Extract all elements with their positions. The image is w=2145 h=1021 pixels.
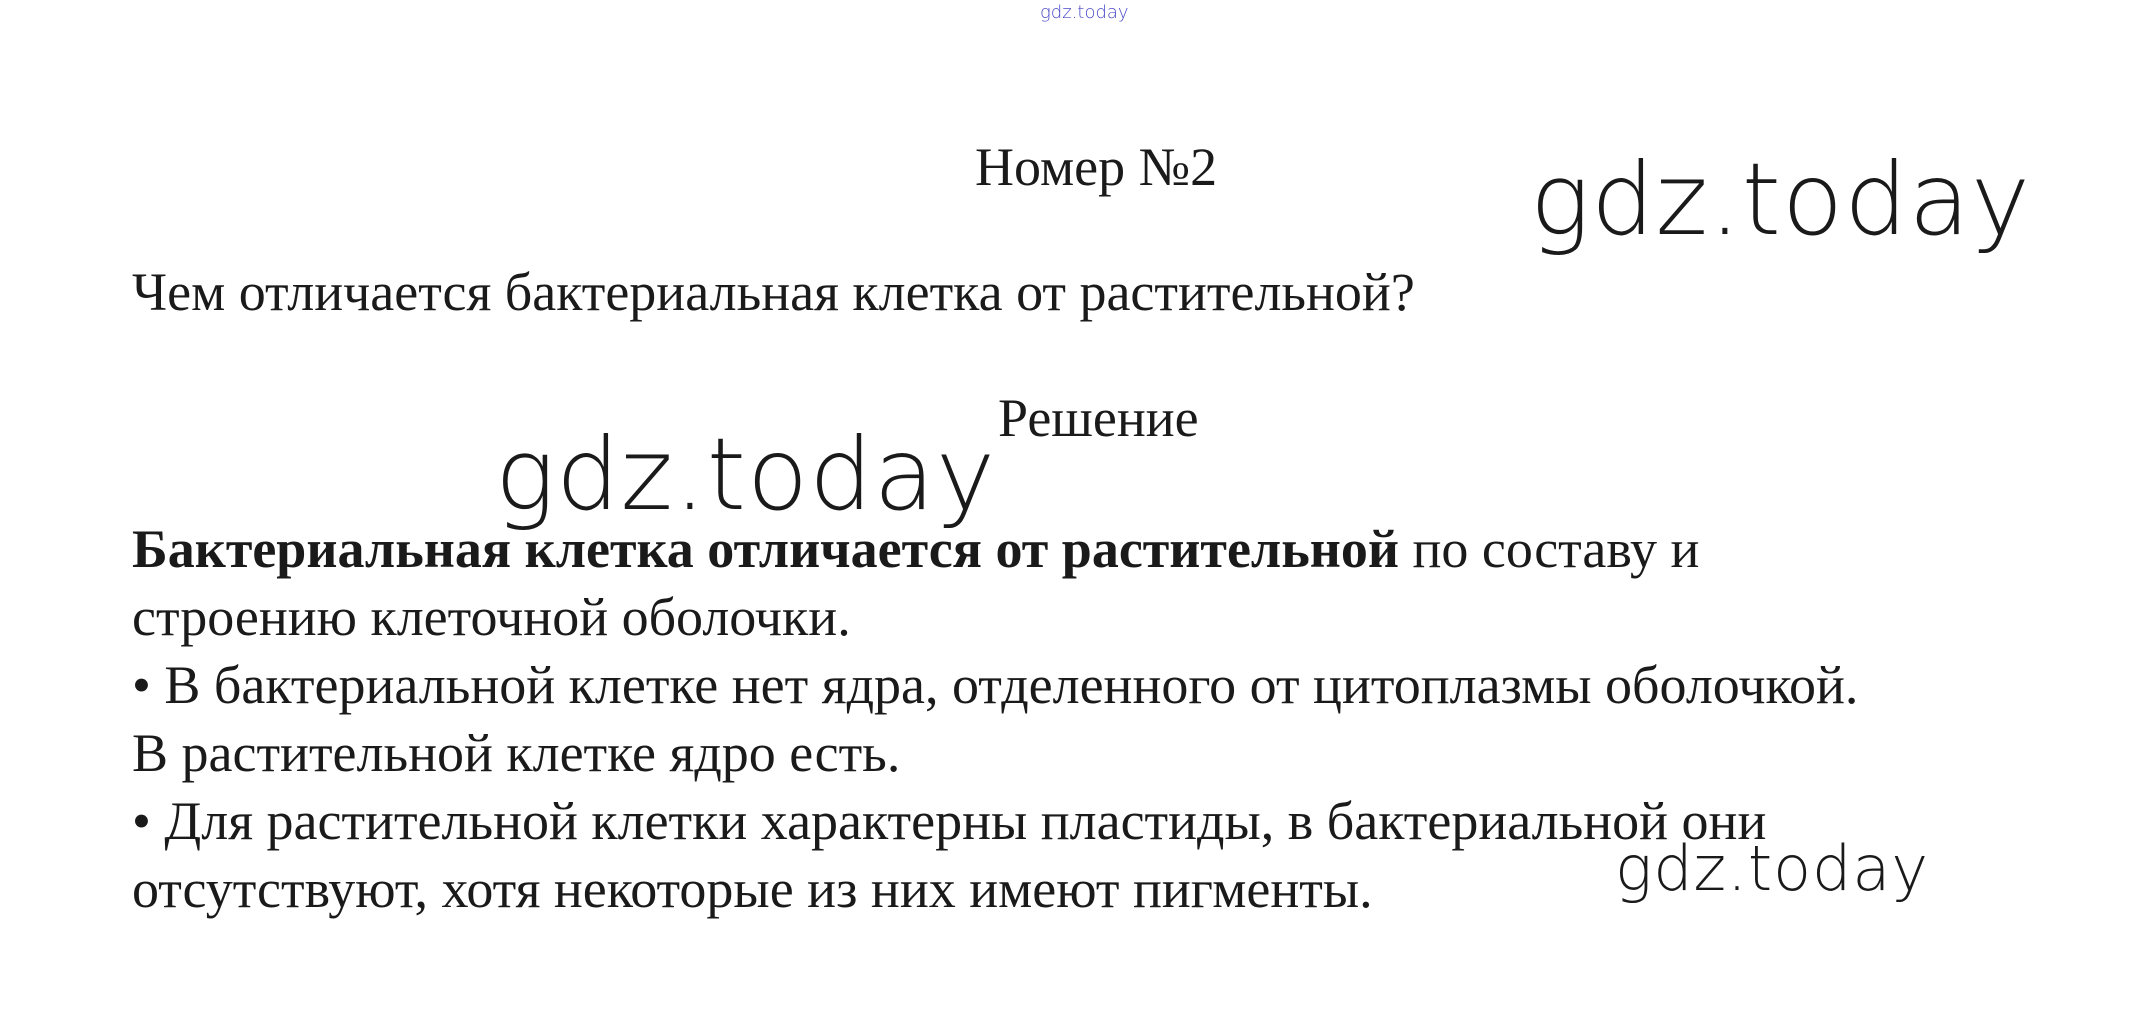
watermark-large-middle: gdz.today [495,416,997,533]
watermark-top: gdz.today [1040,2,1129,23]
watermark-bottom-right: gdz.today [1615,832,1930,905]
answer-line: В растительной клетке ядро есть. [132,723,901,783]
answer-bullet-line: • Для растительной клетки характерны пластиды, в бактериальной они [132,791,1767,851]
answer-line: отсутствуют, хотя некоторые из них имеют пигменты. [132,859,1373,919]
answer-bullet-line: • В бактериальной клетке нет ядра, отделенного от цитоплазмы оболочкой. [132,655,1859,715]
answer-bold-intro: Бактериальная клетка отличается от растительной [132,519,1399,579]
answer-line: строению клеточной оболочки. [132,587,851,647]
solution-heading: Решение [998,388,1199,448]
answer-line [132,515,2132,583]
watermark-large-right: gdz.today [1530,141,2032,258]
page-title: Номер №2 [975,137,1218,197]
question-text: Чем отличается бактериальная клетка от растительной? [132,262,1415,322]
answer-intro-rest: по составу и [1399,519,1700,579]
